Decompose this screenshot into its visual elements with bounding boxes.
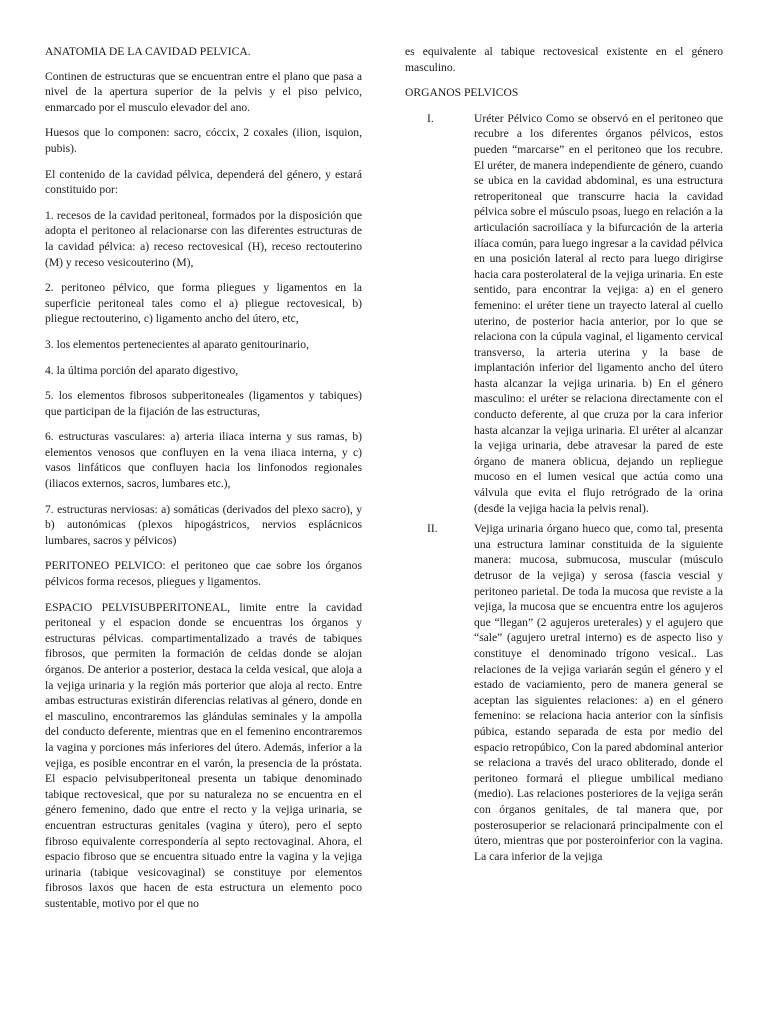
paragraph-intro: Continen de estructuras que se encuentran entre el plano que pasa a nivel de la apertura superior de la pelvis y el piso pelvico, enmarcado por el musculo elevador del ano. <box>45 69 362 114</box>
item-text-vejiga: Vejiga urinaria órgano hueco que, como tal, presenta una estructura laminar constituida de la siguiente manera: mucosa, submucosa, muscular (músculo detrusor de la vejiga) y serosa (fascia vescial y peritoneo parietal. De toda la mucosa que reviste a la vejiga, la mucosa que se encuentra entre los agujeros que “llegan” (2 agujeros ureterales) y el agujero que “sale” (agujero uretral interno) es de aspecto liso y constituye el denominado trígono vesical.. Las relaciones de la vejiga variarán según el género y el estado de vaciamiento, pero de manera general se aceptan las siguientes relaciones: a) en el género femenino: se relaciona hacia anterior con la sínfisis púbica, estando separada de esta por medio del espacio retropúbico, Con la pared abdominal anterior se relaciona a través del uraco obliterado, donde el peritoneo formará el pliegue umbilical mediano (medio). Las relaciones posteriores de la vejiga serán con órganos genitales, de tal manera que, por posterosuperior se relacionará principalmente con el útero, mientras que por posteroinferior con la vagina. La cara inferior de la vejiga <box>474 522 723 863</box>
list-item-7: 7. estructuras nerviosas: a) somáticas (derivados del plexo sacro), y b) autonómicas (plexos hipogástricos, nervios esplácnicos lumbares, sacros y pélvicos) <box>45 502 362 547</box>
list-item-3: 3. los elementos pertenecientes al aparato genitourinario, <box>45 337 309 351</box>
list-item-5: 5. los elementos fibrosos subperitoneales (ligamentos y tabiques) que participan de la fijación de las estructuras, <box>45 389 362 418</box>
list-item-2: 2. peritoneo pélvico, que forma pliegues y ligamentos en la superficie peritoneal tales como el a) pliegue rectovesical, b) pliegue rectouterino, c) ligamento ancho del útero, etc, <box>45 281 362 326</box>
right-column <box>405 44 723 869</box>
section-heading-organos: ORGANOS PELVICOS <box>405 86 519 100</box>
roman-list-item-1 <box>405 111 723 516</box>
paragraph-espacio: ESPACIO PELVISUBPERITONEAL, limite entre la cavidad peritoneal y el espacion donde se encuentras los órganos y estructuras pélvicas. compartimentalizado a través de tabiques fibrosos, que permiten la formación de celdas donde se alojan órganos. De anterior a posterior, destaca la celda vesical, que aloja a la vejiga urinaria y la región más porterior que aloja al recto. Entre ambas estructuras existirán diferencias relativas al género, donde en el masculino, encontraremos las glándulas seminales y la ampolla del conducto deferente, mientras que en el femenino encontraremos la vagina y porciones más inferiores del útero. Además, inferior a la vejiga, es posible encontrar en el varón, la presencia de la próstata. El espacio pelvisubperitoneal presenta un tabique denominado tabique rectovesical, que por su naturaleza no se encuentra en el género femenino, dado que entre el recto y la vejiga urinaria, se encuentran estructuras genitales (vagina y útero), pero el septo fibroso equivalente correspondería al septo rectovaginal. Ahora, el espacio fibroso que se encuentra situado entre la vagina y la vejiga urinaria (tabique vesicovaginal) se constituye por elementos fibrosos laxos que hacen de esta estructura un elemento poco sustentable, motivo por el que no <box>45 600 362 910</box>
paragraph-continuation: es equivalente al tabique rectovesical existente en el género masculino. <box>405 45 723 74</box>
item-text-ureter: Uréter Pélvico Como se observó en el peritoneo que recubre a los diferentes órganos pélvicos, estos pueden “marcarse” en el peritoneo que los recubre. El uréter, de manera independiente de género, cuando se ubica en la cavidad abdominal, es una estructura retroperitoneal que transcurre hacia la cavidad pélvica sobre el músculo psoas, luego en relación a la articulación sacroilíaca y la bifurcación de la arteria ilíaca común, para luego ingresar a la cavidad pélvica en una posición lateral al recto para luego dirigirse hacia cara posterolateral de la vejiga urinaria. En este sentido, para encontrar la vejiga: a) en el genero femenino: el uréter tiene un trayecto lateral al cuello uterino, de posterior hacia anterior, por lo que se relaciona con la cúpula vaginal, el ligamento cervical transverso, la arteria uterina y la base de implantación inferior del ligamento ancho del útero hasta alcanzar la vejiga urinaria. b) En el género masculino: el uréter se relaciona directamente con el conducto deferente, al que cruza por la cara inferior hasta alcanzar la vejiga urinaria. El uréter al alcanzar la vejiga urinaria, debe atravesar la pared de este órgano de manera oblicua, dejando un repliegue mucoso en el lumen vesical que actúa como una válvula que evita el flujo retrógrado de la orina (desde la vejiga hacia la pelvis renal). <box>474 111 724 515</box>
list-item-6: 6. estructuras vasculares: a) arteria iliaca interna y sus ramas, b) elementos venosos que confluyen en la vena iliaca interna, y c) vasos linfáticos que confluyen hacia los linfonodos regionales (iliacos externos, sacros, lumbares etc.), <box>45 430 362 491</box>
roman-list-item-2 <box>405 521 723 864</box>
paragraph-bones: Huesos que lo componen: sacro, cóccix, 2 coxales (ilion, isquion, pubis). <box>45 126 362 155</box>
paragraph-content: El contenido de la cavidad pélvica, dependerá del género, y estará constituido por: <box>45 167 362 197</box>
list-item-1: 1. recesos de la cavidad peritoneal, formados por la disposición que adopta el peritoneo al relacionarse con las diferentes estructuras de la cavidad pélvica: a) receso rectovesical (H), receso rectouterino (M) y receso vesicouterino (M), <box>45 208 362 269</box>
list-item-4: 4. la última porción del aparato digestivo, <box>45 363 239 377</box>
left-column <box>45 44 362 922</box>
item-number: I. <box>427 111 434 125</box>
document-title: ANATOMIA DE LA CAVIDAD PELVICA. <box>45 45 251 58</box>
item-number: II. <box>427 522 438 536</box>
paragraph-peritoneo: PERITONEO PELVICO: el peritoneo que cae sobre los órganos pélvicos forma recesos, pliegues y ligamentos. <box>45 559 362 589</box>
